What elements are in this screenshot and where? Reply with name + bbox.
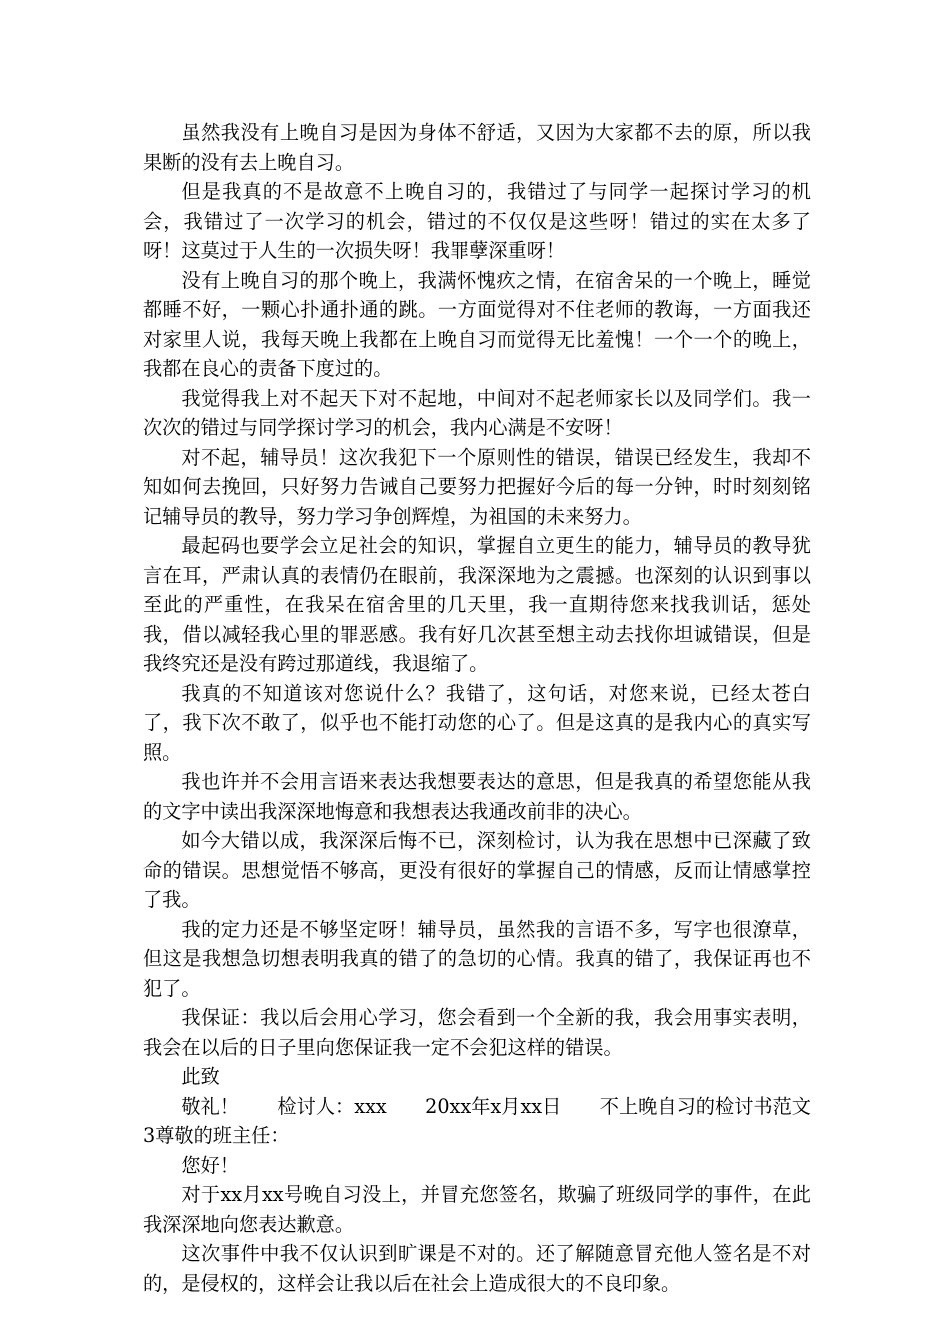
paragraph-10: 我的定力还是不够坚定呀！辅导员，虽然我的言语不多，写字也很潦草，但这是我想急切想表明我真的错了的急切的心情。我真的错了，我保证再也不犯了。	[143, 917, 811, 1000]
greeting: 您好！	[181, 1153, 239, 1177]
paragraph-16: 这次事件中我不仅认识到旷课是不对的。还了解随意冒充他人签名是不对的，是侵权的，这样会让我以后在社会上造成很大的不良印象。	[143, 1242, 811, 1295]
paragraph-7: 我真的不知道该对您说什么？我错了，这句话，对您来说，已经太苍白了，我下次不敢了，似乎也不能打动您的心了。但是这真的是我内心的真实写照。	[143, 681, 811, 764]
paragraph-1: 虽然我没有上晚自习是因为身体不舒适，又因为大家都不去的原，所以我果断的没有去上晚自习。	[143, 121, 811, 174]
paragraph-11: 我保证：我以后会用心学习，您会看到一个全新的我，我会用事实表明，我会在以后的日子里向您保证我一定不会犯这样的错误。	[143, 1006, 811, 1059]
signature-line: 敬礼！ 检讨人：xxx 20xx年x月xx日 不上晚自习的检讨书范文3尊敬的班主任：	[143, 1094, 811, 1147]
paragraph-3: 没有上晚自习的那个晚上，我满怀愧疚之情，在宿舍呆的一个晚上，睡觉都睡不好，一颗心扑通扑通的跳。一方面觉得对不住老师的教诲，一方面我还对家里人说，我每天晚上我都在上晚自习而觉得无比羞愧！一个一个的晚上，我都在良心的责备下度过的。	[143, 268, 811, 380]
paragraph-4: 我觉得我上对不起天下对不起地，中间对不起老师家长以及同学们。我一次次的错过与同学探讨学习的机会，我内心满是不安呀！	[143, 386, 811, 439]
paragraph-15: 对于xx月xx号晚自习没上，并冒充您签名，欺骗了班级同学的事件，在此我深深地向您表达歉意。	[143, 1183, 811, 1236]
paragraph-5: 对不起，辅导员！这次我犯下一个原则性的错误，错误已经发生，我却不知如何去挽回，只好努力告诫自己要努力把握好今后的每一分钟，时时刻刻铭记辅导员的教导，努力学习争创辉煌，为祖国的未来努力。	[143, 445, 811, 528]
paragraph-2: 但是我真的不是故意不上晚自习的，我错过了与同学一起探讨学习的机会，我错过了一次学习的机会，错过的不仅仅是这些呀！错过的实在太多了呀！这莫过于人生的一次损失呀！我罪孽深重呀！	[143, 180, 811, 262]
closing-salutation: 此致	[181, 1065, 220, 1088]
paragraph-9: 如今大错以成，我深深后悔不已，深刻检讨，认为我在思想中已深藏了致命的错误。思想觉悟不够高，更没有很好的掌握自己的情感，反而让情感掌控了我。	[143, 829, 811, 911]
paragraph-8: 我也许并不会用言语来表达我想要表达的意思，但是我真的希望您能从我的文字中读出我深深地悔意和我想表达我通改前非的决心。	[143, 770, 811, 823]
document-body	[143, 118, 811, 1298]
paragraph-6: 最起码也要学会立足社会的知识，掌握自立更生的能力，辅导员的教导犹言在耳，严肃认真的表情仍在眼前，我深深地为之震撼。也深刻的认识到事以至此的严重性，在我呆在宿舍里的几天里，我一直期待您来找我训话，惩处我，借以减轻我心里的罪恶感。我有好几次甚至想主动去找你坦诚错误，但是我终究还是没有跨过那道线，我退缩了。	[143, 534, 811, 675]
